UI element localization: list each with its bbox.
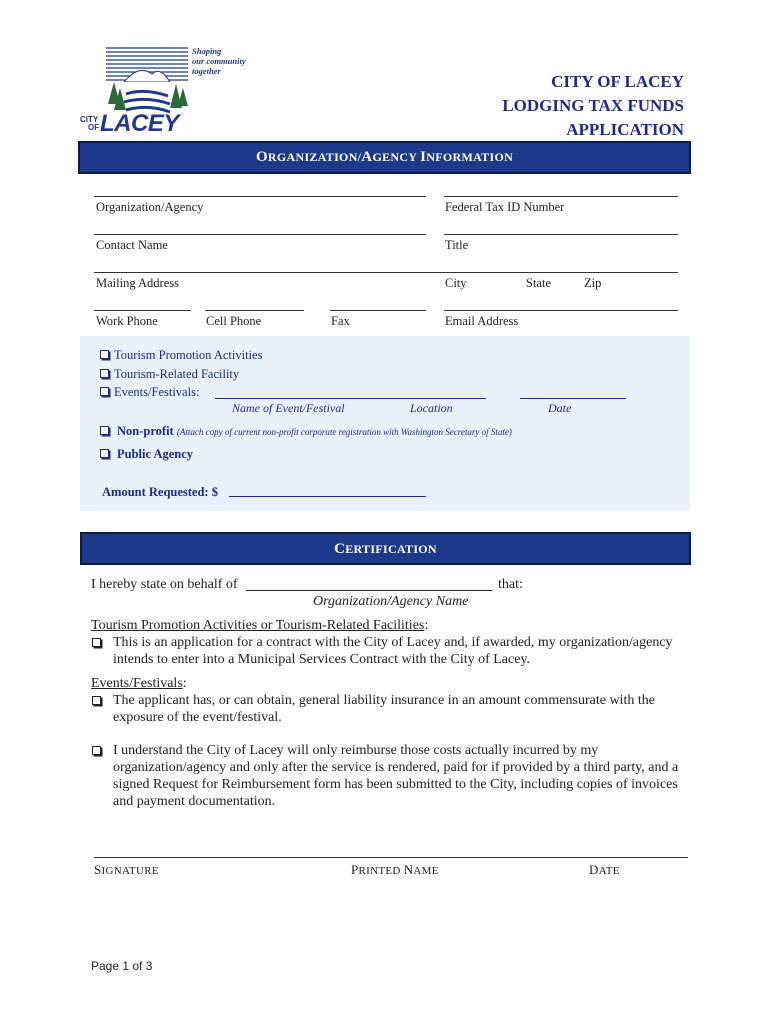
amount-requested: Amount Requested: $ bbox=[102, 485, 218, 499]
email-line[interactable] bbox=[444, 310, 678, 311]
event-name-label: Name of Event/Festival bbox=[232, 401, 345, 415]
events-heading: Events/Festivals: bbox=[91, 676, 187, 691]
document-title: CITY OF LACEY LODGING TAX FUNDS APPLICATION bbox=[502, 72, 684, 139]
option-events-festivals[interactable]: Events/Festivals: bbox=[100, 385, 199, 400]
organization-label: Organization/Agency bbox=[96, 200, 204, 214]
federal-tax-id-line[interactable] bbox=[444, 196, 678, 197]
checkbox-icon[interactable] bbox=[100, 350, 109, 359]
checkbox-icon[interactable] bbox=[92, 638, 101, 647]
cell-phone-label: Cell Phone bbox=[206, 314, 262, 328]
date-label: DATE bbox=[589, 862, 620, 877]
contact-name-label: Contact Name bbox=[96, 238, 168, 252]
organization-line[interactable] bbox=[94, 196, 426, 197]
checkbox-icon[interactable] bbox=[100, 426, 109, 435]
event-date-label: Date bbox=[548, 401, 572, 415]
event-name-location-line[interactable] bbox=[215, 389, 486, 399]
fax-label: Fax bbox=[331, 314, 350, 328]
logo-graphic bbox=[104, 44, 190, 118]
organization-name-line[interactable] bbox=[246, 580, 492, 591]
work-phone-line[interactable] bbox=[94, 310, 191, 311]
checkbox-icon[interactable] bbox=[92, 746, 101, 755]
city-label: City bbox=[445, 276, 467, 290]
signature-line[interactable] bbox=[94, 857, 688, 858]
reimbursement-item: I understand the City of Lacey will only reimburse those costs actually incurred by my organization/agency and only after the service is rendered, paid for if provided by a third party, and a signed Request for Reimbursement form has been submitted to the City, including copies of invoices and payment documentation. bbox=[91, 742, 691, 810]
option-nonprofit[interactable]: Non-profit (Attach copy of current non-profit corporate registration with Washington Secretary of State) bbox=[100, 424, 512, 439]
zip-label: Zip bbox=[584, 276, 602, 290]
organization-name-label: Organization/Agency Name bbox=[313, 594, 469, 609]
fax-line[interactable] bbox=[330, 310, 426, 311]
title-label: Title bbox=[445, 238, 469, 252]
amount-requested-line[interactable] bbox=[229, 487, 426, 497]
option-public-agency[interactable]: Public Agency bbox=[100, 447, 193, 462]
checkbox-icon[interactable] bbox=[92, 696, 101, 705]
checkbox-icon[interactable] bbox=[100, 387, 109, 396]
printed-name-label: PRINTED NAME bbox=[351, 862, 439, 877]
nonprofit-note: (Attach copy of current non-profit corporate registration with Washington Secretary of State) bbox=[176, 427, 512, 437]
section-header-certification: CERTIFICATION bbox=[80, 532, 691, 565]
contact-name-line[interactable] bbox=[94, 234, 426, 235]
cell-phone-line[interactable] bbox=[205, 310, 304, 311]
logo-tagline: Shaping our community together bbox=[192, 46, 246, 76]
mailing-address-label: Mailing Address bbox=[96, 276, 179, 290]
certification-that: that: bbox=[498, 577, 523, 592]
city-logo bbox=[80, 44, 255, 139]
mailing-address-line[interactable] bbox=[94, 272, 678, 273]
logo-city-word: CITY OF bbox=[80, 115, 100, 132]
work-phone-label: Work Phone bbox=[96, 314, 158, 328]
email-label: Email Address bbox=[445, 314, 519, 328]
title-line[interactable] bbox=[444, 234, 678, 235]
logo-city-name: LACEY bbox=[100, 110, 179, 137]
federal-tax-id-label: Federal Tax ID Number bbox=[445, 200, 565, 214]
event-date-line[interactable] bbox=[520, 389, 626, 399]
tourism-heading: Tourism Promotion Activities or Tourism-Related Facilities: bbox=[91, 618, 429, 633]
signature-label: SIGNATURE bbox=[94, 862, 159, 877]
page-number: Page 1 of 3 bbox=[91, 959, 153, 973]
state-label: State bbox=[526, 276, 551, 290]
event-location-label: Location bbox=[410, 401, 453, 415]
events-insurance-item: The applicant has, or can obtain, general liability insurance in an amount commensurate with the exposure of the event/festival. bbox=[91, 692, 691, 726]
option-tourism-related[interactable]: Tourism-Related Facility bbox=[100, 367, 239, 382]
checkbox-icon[interactable] bbox=[100, 369, 109, 378]
certification-statement: I hereby state on behalf of bbox=[91, 577, 238, 592]
tourism-contract-item: This is an application for a contract with the City of Lacey and, if awarded, my organization/agency intends to enter into a Municipal Services Contract with the City of Lacey. bbox=[91, 634, 691, 668]
section-header-org-info: ORGANIZATION/AGENCY INFORMATION bbox=[78, 141, 691, 174]
option-tourism-promotion[interactable]: Tourism Promotion Activities bbox=[100, 348, 262, 363]
checkbox-icon[interactable] bbox=[100, 449, 109, 458]
